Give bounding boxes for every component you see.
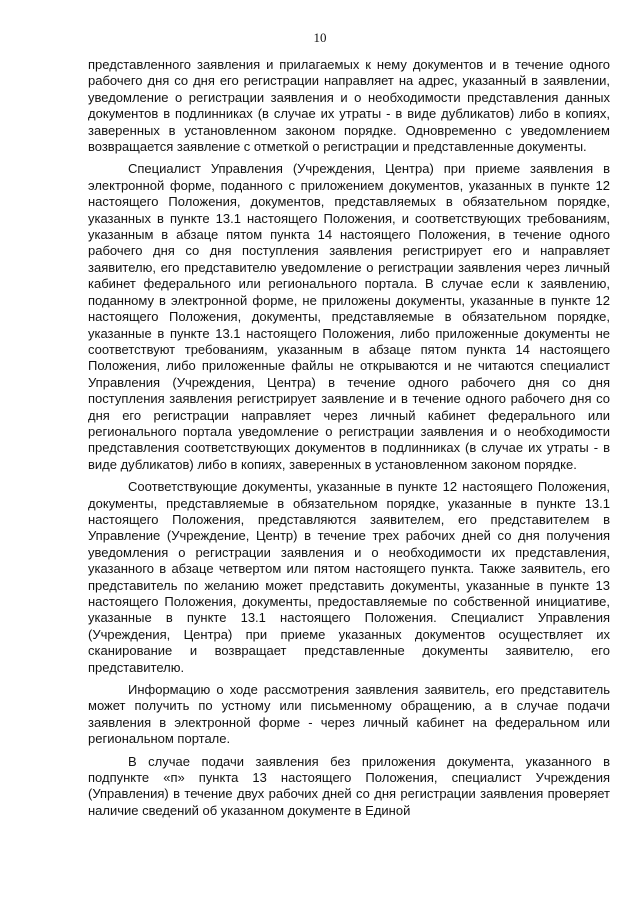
- body-text: [88, 57, 610, 825]
- paragraph-3: Соответствующие документы, указанные в пункте 12 настоящего Положения, документы, представляемые в обязательном порядке, указанные в пункте 13.1 настоящего Положения, представляются заявителем, его представителем в Управление (Учреждение, Центр) в течение трех рабочих дней со дня получения уведомления о регистрации заявления и о необходимости их представления, указанного в абзаце четвертом или пятом настоящего пункта. Также заявитель, его представитель по желанию может представить документы, указанные в пункте 13 настоящего Положения, документы, предоставляемые по собственной инициативе, указанные в пункте 13.1 настоящего Положения. Специалист Управления (Учреждения, Центра) при приеме указанных документов осуществляет их сканирование и возвращает представленные документы заявителю, его представителю.: [88, 479, 610, 675]
- paragraph-5: В случае подачи заявления без приложения документа, указанного в подпункте «п» пункта 13 настоящего Положения, специалист Учреждения (Управления) в течение двух рабочих дней со дня регистрации заявления проверяет наличие сведений об указанном документе в Единой: [88, 753, 610, 818]
- paragraph-1: представленного заявления и прилагаемых к нему документов и в течение одного рабочего дня со дня его регистрации направляет на адрес, указанный в заявлении, уведомление о регистрации заявления и о необходимости представления данных документов в подлинниках (в случае их утраты - в виде дубликатов) либо в копиях, заверенных в установленном законом порядке. Одновременно с уведомлением возвращается заявление с отметкой о регистрации и представленные документы.: [88, 57, 610, 155]
- paragraph-4: Информацию о ходе рассмотрения заявления заявитель, его представитель может получить по устному или письменному обращению, а в случае подачи заявления в электронной форме - через личный кабинет на федеральном или региональном портале.: [88, 682, 610, 747]
- page-number: 10: [313, 30, 327, 45]
- paragraph-2: Специалист Управления (Учреждения, Центра) при приеме заявления в электронной форме, поданного с приложением документов, указанных в пункте 12 настоящего Положения, документов, представляемых в обязательном порядке, указанных в пункте 13.1 настоящего Положения, и соответствующих требованиям, указанным в абзаце пятом пункта 14 настоящего Положения, в течение одного рабочего дня со дня поступления заявления регистрирует его и направляет заявителю, его представителю уведомление о регистрации заявления через личный кабинет федерального или регионального портала. В случае если к заявлению, поданному в электронной форме, не приложены документы, указанные в пункте 12 настоящего Положения, документы, представляемые в обязательном порядке, указанные в пункте 13.1 настоящего Положения, либо приложенные документы не соответствуют требованиям, указанным в абзаце пятом пункта 14 настоящего Положения, либо приложенные файлы не открываются и не читаются специалист Управления (Учреждения, Центра) в течение одного рабочего дня со дня поступления заявления регистрирует заявление и в течение одного рабочего дня со дня его регистрации направляет через личный кабинет федерального или регионального портала уведомление о регистрации заявления и о необходимости представления соответствующих документов в подлинниках (в случае их утраты - в виде дубликатов) либо в копиях, заверенных в установленном законом порядке.: [88, 161, 610, 472]
